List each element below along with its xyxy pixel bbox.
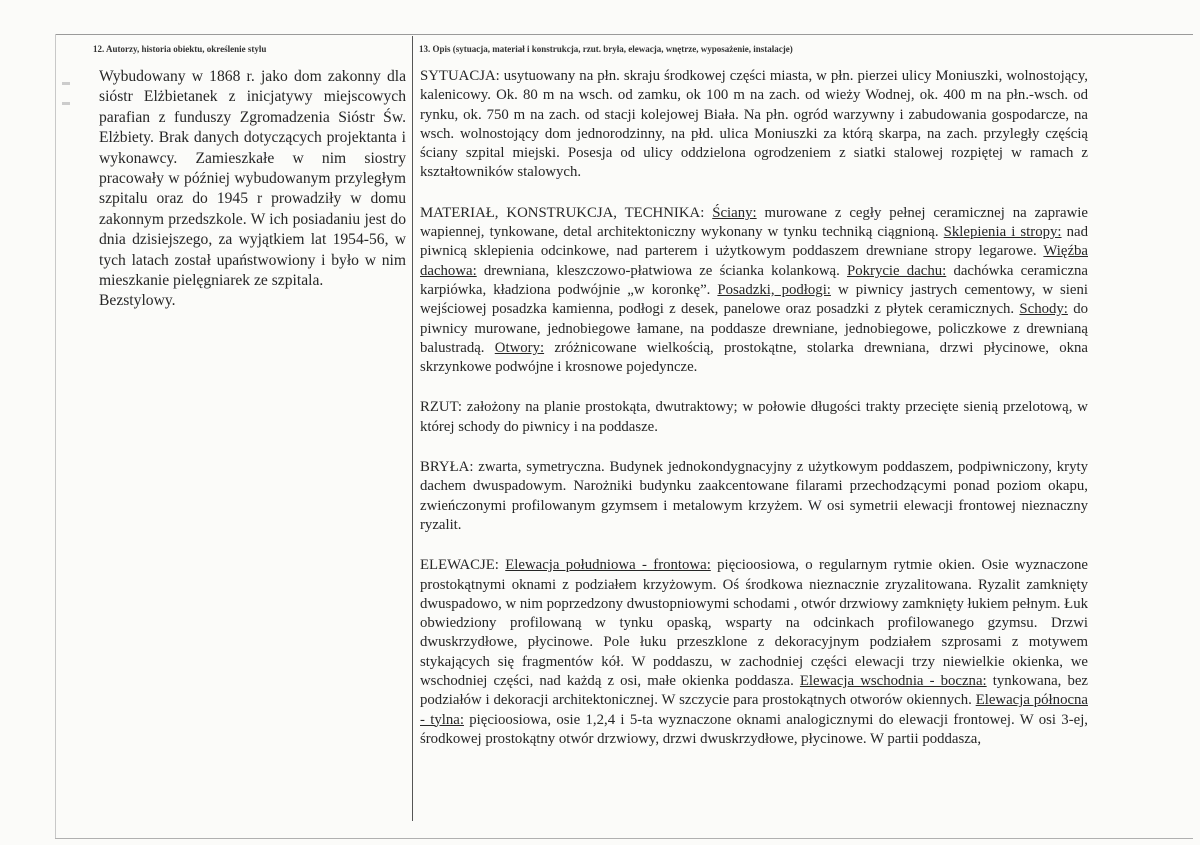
bottom-rule — [55, 838, 1193, 839]
margin-mark — [62, 102, 70, 105]
history-text: Wybudowany w 1868 r. jako dom zakonny dla sióstr Elżbietanek z inicjatywy miejscowych parafian z funduszy Zgromadzenia Sióstr Św. Elżbiety. Brak danych dotyczących projektanta i wykonawcy. Zamieszkałe w nim siostry pracowały w później wybudowanym przyległym szpitalu oraz do 1945 r prowadziły w domu zakonnym przedszkole. W ich posiadaniu jest do dnia dzisiejszego, za wyjątkiem lat 1954-56, w tych latach został upaństwowiony i było w nim mieszkanie pielęgniarek ze szpitala. — [99, 68, 406, 290]
situation-section — [420, 67, 1088, 183]
right-column-header: 13. Opis (sytuacja, materiał i konstrukcja, rzut. bryła, elewacja, wnętrze, wyposażenie, instalacje) — [419, 44, 793, 54]
plan-label: RZUT: — [420, 399, 463, 416]
column-divider — [412, 36, 413, 821]
mass-section — [420, 458, 1088, 535]
openings-text: zróżnicowane wielkością, prostokątne, stolarka drewniana, drzwi płycinowe, okna skrzynkowe podwójne i krosnowe pojedyncze. — [420, 339, 1088, 376]
elevations-label: ELEWACJE: — [420, 557, 499, 574]
vaults-label: Sklepienia i stropy: — [943, 224, 1062, 241]
left-column-header: 12. Autorzy, historia obiektu, określenie stylu — [93, 44, 267, 54]
openings-label: Otwory: — [494, 339, 545, 356]
floors-label: Posadzki, podłogi: — [717, 281, 831, 298]
east-elevation-text: tynkowana, bez podziałów i dekoracji architektonicznej. W szczycie para prostokątnych otworów okiennych. — [420, 673, 1088, 709]
situation-label: SYTUACJA: — [420, 68, 500, 84]
truss-label: Więźba dachowa: — [420, 243, 1088, 279]
description-column — [420, 67, 1088, 749]
material-section — [420, 204, 1088, 378]
east-elevation-label: Elewacja wschodnia - boczna: — [799, 673, 987, 690]
elevations-section — [420, 556, 1088, 749]
walls-text: murowane z cegły pełnej ceramicznej na zaprawie wapiennej, tynkowane, detal architektoniczny wykonany w tynku techniką ciągnioną. — [420, 204, 1088, 241]
stairs-label: Schody: — [1019, 301, 1068, 318]
situation-text: usytuowany na płn. skraju środkowej części miasta, w płn. pierzei ulicy Moniuszki, wolnostojący, kalenicowy. Ok. 80 m na wsch. od zamku, ok 100 m na zach. od wieży Wodnej, ok. 400 m na płn.-wsch. od rynku, ok. 750 m na zach. od stacji kolejowej Biała. Na płn. ogród warzywny i zabudowania gospodarcze, na wsch. wolnostojący dom jednorodzinny, na płd. ulica Moniuszki za którą skarpa, na zach. przyległy częścią ściany szpital miejski. Posesja od ulicy oddzielona ogrodzeniem z siatki stalowej rozpiętej w ramach z kształtowników stalowych. — [420, 68, 1088, 181]
south-elevation-text: pięcioosiowa, o regularnym rytmie okien. Osie wyznaczone prostokątnymi oknami z podziałem krzyżowym. Oś środkowa nieznacznie zryzalitowana. Ryzalit zamknięty dwuspadowo, w nim poprzedzony dwustopniowymi schodami , otwór drzwiowy zamknięty łukiem pełnym. Łuk obwiedziony profilowaną w tynku opaską, wsparty na odcinkach profilowanego gzymsu. Drzwi dwuskrzydłowe, płycinowe. Pole łuku przeszklone z dekoracyjnym podziałem szprosami z motywem stykających się fragmentów kół. W poddaszu, w zachodniej części elewacji trzy niewielkie okienka, we wschodniej części, nad każdą z osi, małe okienka poddasza. — [420, 557, 1088, 690]
material-label: MATERIAŁ, KONSTRUKCJA, TECHNIKA: — [420, 204, 705, 221]
style-text: Bezstylowy. — [99, 292, 176, 310]
left-margin-rule — [55, 34, 56, 839]
plan-text: założony na planie prostokąta, dwutraktowy; w połowie długości trakty przecięte sienią przelotową, w której schody do piwnicy i na poddasze. — [420, 399, 1088, 435]
north-elevation-label: Elewacja północna - tylna: — [420, 692, 1088, 728]
margin-mark — [62, 82, 70, 85]
roof-text: dachówka ceramiczna karpiówka, kładziona podwójnie „w koronkę”. — [420, 262, 1089, 298]
mass-label: BRYŁA: — [420, 459, 474, 476]
south-elevation-label: Elewacja południowa - frontowa: — [505, 557, 711, 574]
mass-text: zwarta, symetryczna. Budynek jednokondygnacyjny z użytkowym poddaszem, podpiwniczony, kryty dachem dwuspadowym. Narożniki budynku zaakcentowane filarami przechodzącymi ponad poziom okapu, zwieńczonymi profilowanym gzymsem i metalowym krzyżem. W osi symetrii elewacji frontowej nieznaczny ryzalit. — [420, 459, 1088, 533]
stairs-text: do piwnicy murowane, jednobiegowe łamane, na poddasze drewniane, jednobiegowe, policzkowe z drewnianą balustradą. — [420, 301, 1088, 356]
history-column — [99, 67, 406, 312]
plan-section — [420, 398, 1088, 437]
roof-label: Pokrycie dachu: — [847, 262, 947, 279]
north-elevation-text: pięcioosiowa, osie 1,2,4 i 5-ta wyznaczone oknami analogicznymi do elewacji frontowej. W osi 3-ej, środkowej prostokątny otwór drzwiowy, drzwi dwuskrzydłowe, płycinowe. W partii poddasza, — [420, 711, 1088, 747]
walls-label: Ściany: — [712, 204, 757, 221]
truss-text: drewniana, kleszczowo-płatwiowa ze ścianka kolankową. — [476, 262, 847, 279]
top-rule — [55, 34, 1193, 35]
vaults-text: nad piwnicą sklepienia odcinkowe, nad parterem i użytkowym poddaszem drewniane stropy legarowe. — [420, 224, 1088, 260]
floors-text: w piwnicy jastrych cementowy, w sieni wejściowej posadzka kamienna, podłogi z desek, panelowe oraz posadzki z płytek ceramicznych. — [420, 281, 1088, 318]
